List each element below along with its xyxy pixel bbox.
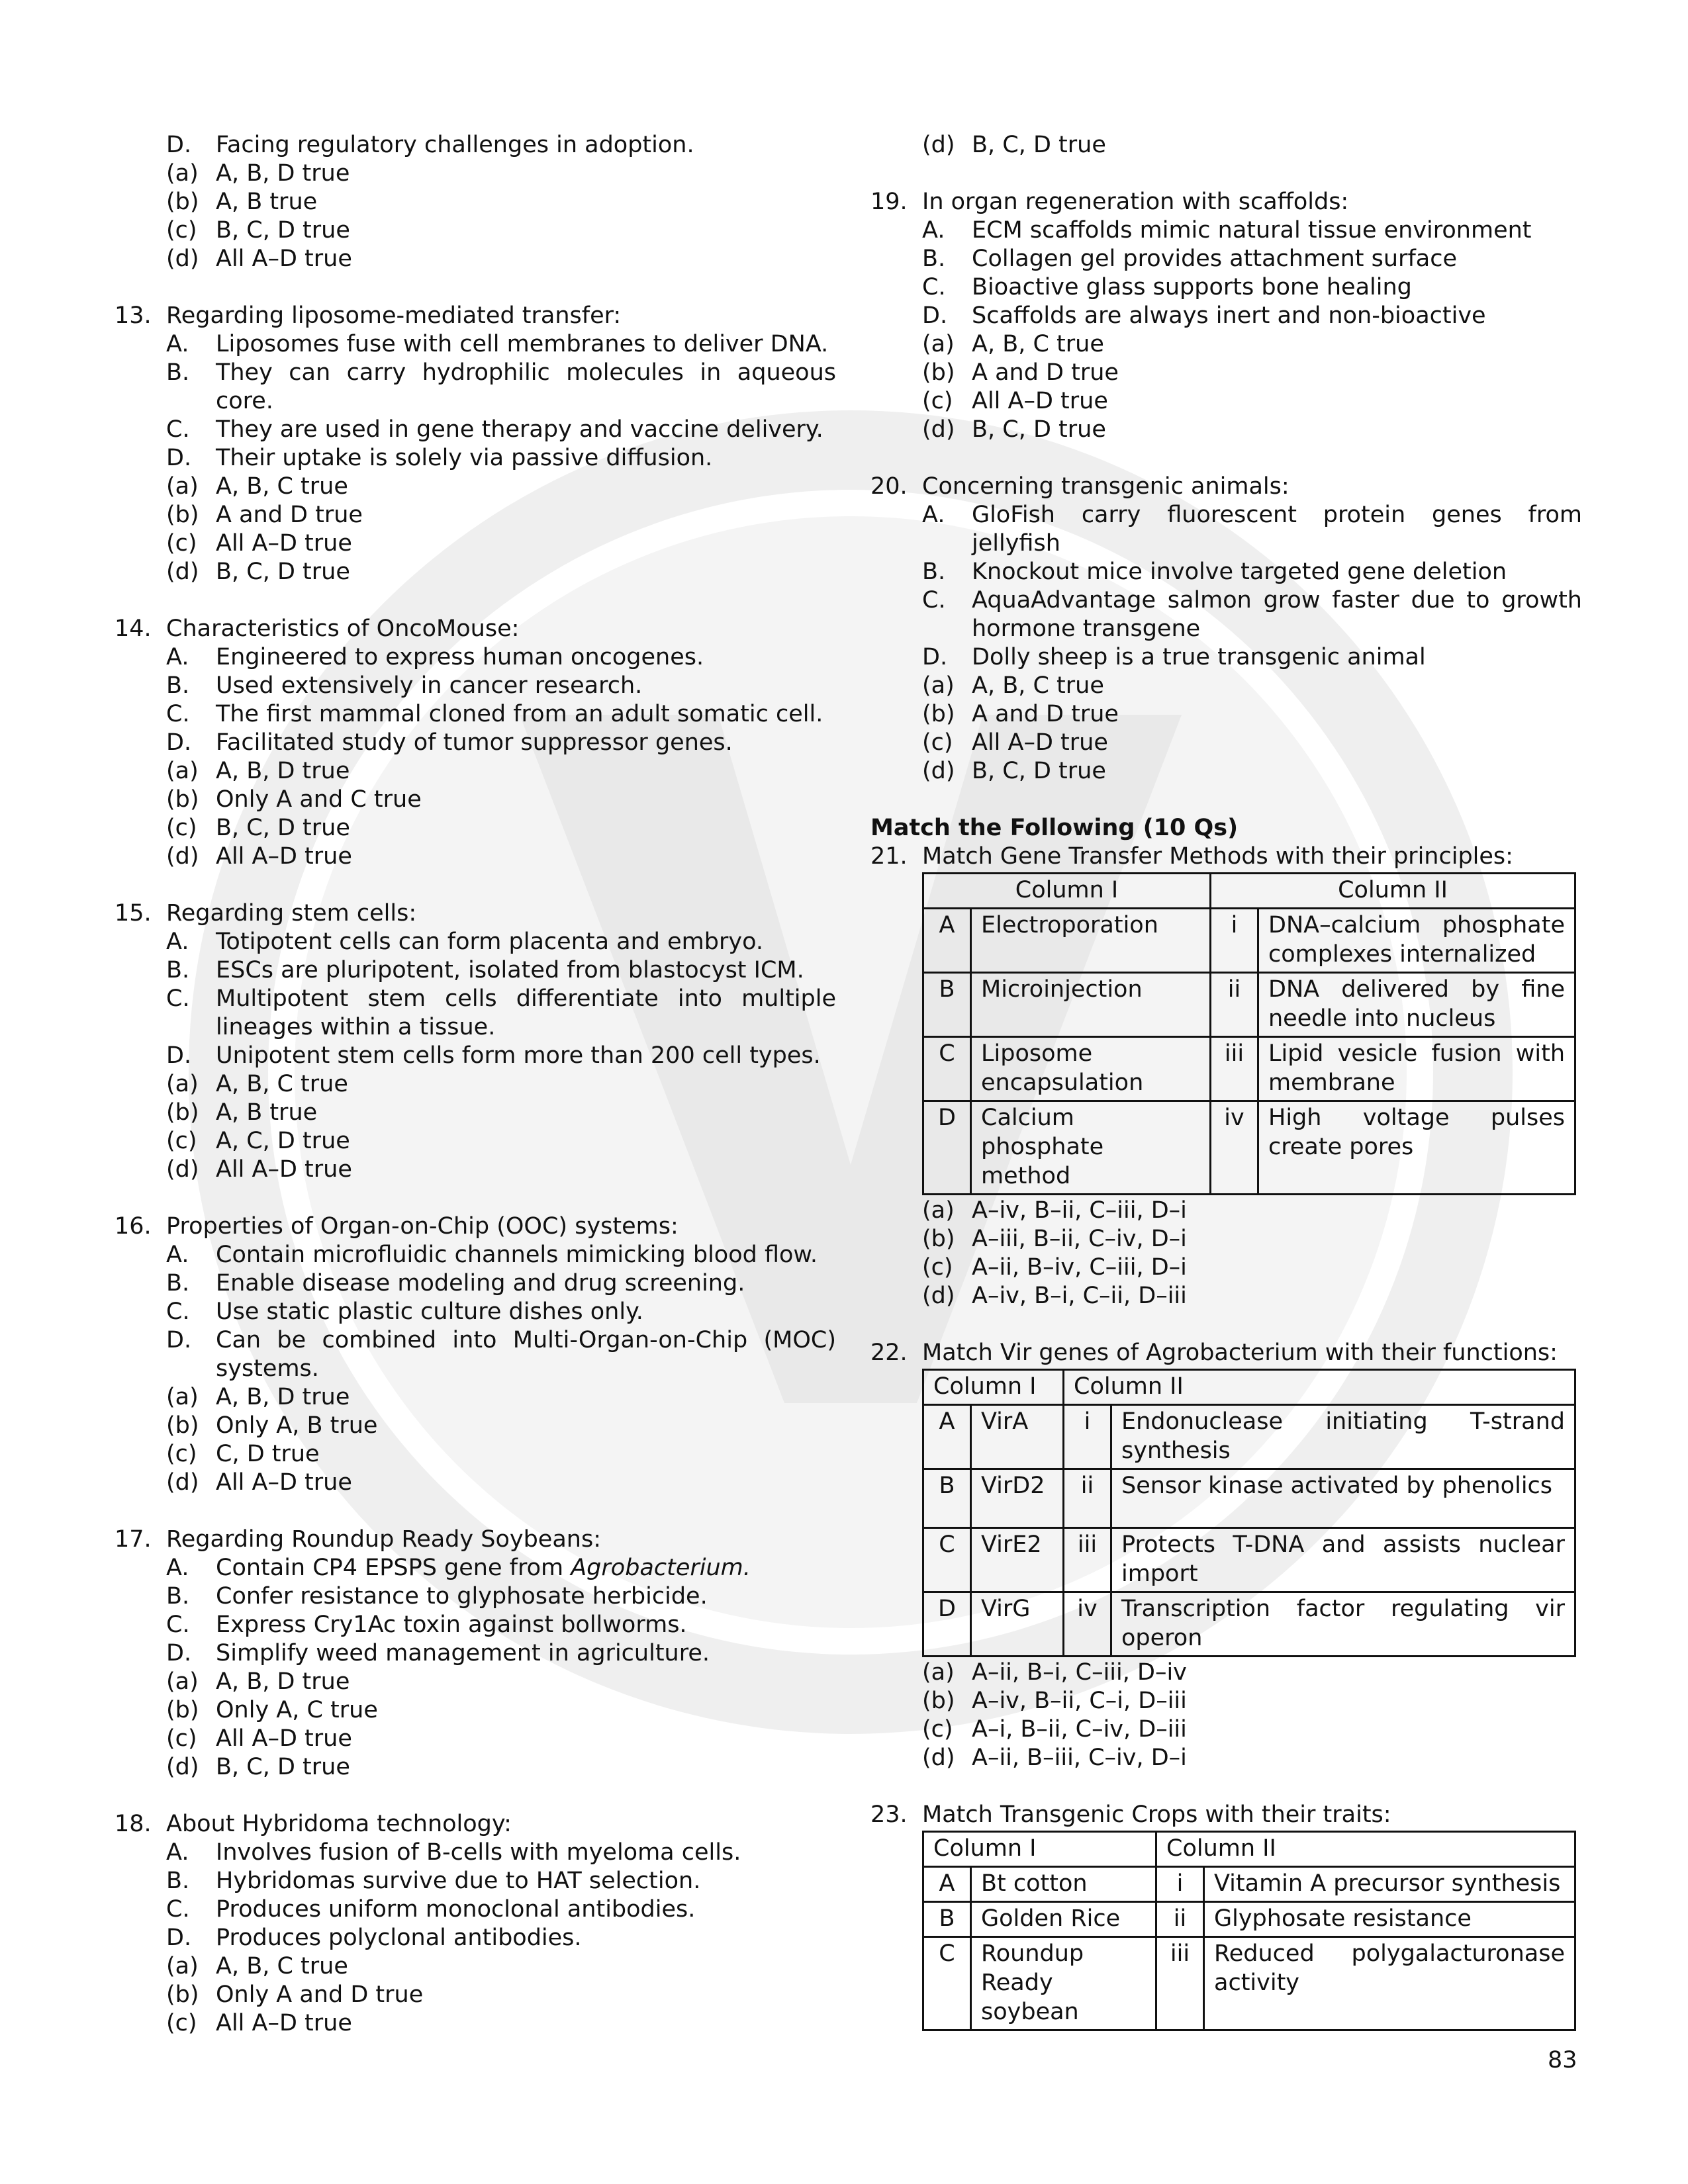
question-20: [870, 473, 1582, 786]
option: B. They can carry hydrophilic molecules in aqueous core.: [166, 359, 836, 414]
question-14: [115, 615, 836, 871]
column-header: Column II: [1156, 1832, 1575, 1867]
column-header: Column II: [1211, 874, 1575, 909]
option: B. Confer resistance to glyphosate herbicide.: [166, 1583, 708, 1610]
option: D. Dolly sheep is a true transgenic animal: [922, 644, 1426, 670]
table-header-row: [923, 1832, 1575, 1867]
table-row: D VirG iv Transcription factor regulating vir operon: [923, 1592, 1575, 1657]
answer-choice: (d) B, C, D true: [166, 1754, 350, 1780]
option: D. Scaffolds are always inert and non-bioactive: [922, 302, 1486, 329]
column-header: Column I: [923, 874, 1211, 909]
answer-choice: (b) Only A and C true: [166, 786, 422, 813]
question-stem: 22. Match Vir genes of Agrobacterium with their functions:: [870, 1340, 1558, 1366]
answer-choice: (a) A–iv, B–ii, C–iii, D–i: [922, 1197, 1187, 1224]
option: C. The first mammal cloned from an adult somatic cell.: [166, 701, 823, 727]
table-header-row: [923, 874, 1575, 909]
column-header: Column I: [923, 1370, 1064, 1405]
right-column: [870, 131, 1582, 2032]
answer-choice: (a) A, B, D true: [166, 758, 350, 784]
answer-choice: (a) A, B, C true: [166, 1953, 348, 1979]
answer-choice: (b) A and D true: [922, 359, 1119, 386]
answer-choice: (d) All A–D true: [166, 1469, 352, 1496]
answer-choice: (c) A, C, D true: [166, 1128, 350, 1154]
answer-choice: (d) B, C, D true: [166, 559, 350, 585]
answer-choice: (a) A, B, D true: [166, 1668, 350, 1695]
option: C. Express Cry1Ac toxin against bollworms.: [166, 1612, 687, 1638]
option: A. Involves fusion of B-cells with myeloma cells.: [166, 1839, 741, 1866]
option: D. Facilitated study of tumor suppressor genes.: [166, 729, 733, 756]
option: B. Hybridomas survive due to HAT selection.: [166, 1868, 701, 1894]
answer-choice: (c) A–i, B–ii, C–iv, D–iii: [922, 1716, 1187, 1743]
answer-choice: (b) A, B true: [166, 1099, 318, 1126]
question-15: [115, 899, 836, 1184]
question-stem: 16. Properties of Organ-on-Chip (OOC) systems:: [115, 1213, 679, 1240]
table-row: C VirE2 iii Protects T-DNA and assists nuclear import: [923, 1528, 1575, 1592]
table-row: D Calcium phosphate method iv High voltage pulses create pores: [923, 1101, 1575, 1195]
question-17: [115, 1525, 836, 1782]
answer-choice: (b) A–iv, B–ii, C–i, D–iii: [922, 1688, 1187, 1714]
question-stem: 14. Characteristics of OncoMouse:: [115, 615, 520, 642]
option: C. Multipotent stem cells differentiate into multiple lineages within a tissue.: [166, 985, 836, 1040]
table-row: A Electroporation i DNA–calcium phosphate complexes internalized: [923, 909, 1575, 973]
option: A. ECM scaffolds mimic natural tissue environment: [922, 217, 1532, 244]
option: D. Unipotent stem cells form more than 200 cell types.: [166, 1042, 821, 1069]
question-stem: 21. Match Gene Transfer Methods with their principles:: [870, 843, 1513, 870]
answer-choice: (c) B, C, D true: [166, 815, 350, 841]
question-stem: 23. Match Transgenic Crops with their traits:: [870, 1801, 1391, 1828]
answer-choice: (c) All A–D true: [166, 1725, 352, 1752]
answer-choice: (b) A, B true: [166, 189, 318, 215]
question-18-tail: [870, 131, 1582, 159]
answer-choice: (b) Only A, C true: [166, 1697, 378, 1723]
table-row: B Golden Rice ii Glyphosate resistance: [923, 1902, 1575, 1937]
answer-choice: (b) A and D true: [922, 701, 1119, 727]
option: A. Totipotent cells can form placenta and embryo.: [166, 929, 764, 955]
answer-choice: (a) A, B, D true: [166, 1384, 350, 1410]
option: D. Their uptake is solely via passive diffusion.: [166, 445, 713, 471]
match-table: [922, 1369, 1576, 1657]
option: B. Knockout mice involve targeted gene deletion: [922, 559, 1507, 585]
answer-choice: (d) A–iv, B–i, C–ii, D–iii: [922, 1283, 1187, 1309]
match-table: [922, 872, 1576, 1195]
answer-choice: (c) All A–D true: [166, 2010, 352, 2036]
option: B. Enable disease modeling and drug screening.: [166, 1270, 745, 1297]
question-13: [115, 302, 836, 586]
question-19: [870, 188, 1582, 444]
answer-choice: (b) A and D true: [166, 502, 363, 528]
answer-choice: (b) Only A, B true: [166, 1412, 378, 1439]
question-stem: 15. Regarding stem cells:: [115, 900, 417, 927]
match-table: [922, 1831, 1576, 2031]
option: D. Can be combined into Multi-Organ-on-Chip (MOC) systems.: [166, 1327, 836, 1382]
option: C. Bioactive glass supports bone healing: [922, 274, 1412, 300]
answer-choice: (a) A, B, C true: [166, 473, 348, 500]
question-12-tail: [115, 131, 836, 273]
column-header: Column I: [923, 1832, 1156, 1867]
answer-choice: (a) A, B, D true: [166, 160, 350, 187]
answer-choice: (a) A, B, C true: [922, 331, 1104, 357]
question-23: [870, 1801, 1582, 2031]
answer-choice: (d) All A–D true: [166, 1156, 352, 1183]
option: B. Used extensively in cancer research.: [166, 672, 643, 699]
option: D. Produces polyclonal antibodies.: [166, 1925, 582, 1951]
question-stem: 13. Regarding liposome-mediated transfer:: [115, 302, 622, 329]
column-header: Column II: [1064, 1370, 1575, 1405]
question-16: [115, 1212, 836, 1497]
answer-choice: (c) All A–D true: [922, 729, 1108, 756]
answer-choice: (b) Only A and D true: [166, 1981, 424, 2008]
option: D. Facing regulatory challenges in adoption.: [166, 132, 694, 158]
answer-choice: (a) A, B, C true: [922, 672, 1104, 699]
option: B. Collagen gel provides attachment surface: [922, 246, 1457, 272]
answer-choice: (d) B, C, D true: [922, 132, 1106, 158]
option: A. Engineered to express human oncogenes.: [166, 644, 704, 670]
option: C. They are used in gene therapy and vaccine delivery.: [166, 416, 823, 443]
option: A. Liposomes fuse with cell membranes to deliver DNA.: [166, 331, 829, 357]
question-21: [870, 842, 1582, 1310]
answer-choice: (d) B, C, D true: [922, 416, 1106, 443]
option: D. Simplify weed management in agriculture.: [166, 1640, 710, 1666]
table-header-row: [923, 1370, 1575, 1405]
option: A. Contain microfluidic channels mimicking blood flow.: [166, 1242, 818, 1268]
table-row: A VirA i Endonuclease initiating T-strand synthesis: [923, 1405, 1575, 1469]
answer-choice: (d) B, C, D true: [922, 758, 1106, 784]
answer-choice: (a) A, B, C true: [166, 1071, 348, 1097]
option: C. Produces uniform monoclonal antibodies.: [166, 1896, 696, 1923]
option: A. Contain CP4 EPSPS gene from Agrobacterium.: [166, 1555, 751, 1581]
question-stem: 20. Concerning transgenic animals:: [870, 473, 1289, 500]
option: C. AquaAdvantage salmon grow faster due to growth hormone transgene: [922, 587, 1582, 642]
option: A. GloFish carry fluorescent protein genes from jellyfish: [922, 502, 1582, 557]
question-22: [870, 1339, 1582, 1772]
table-row: B VirD2 ii Sensor kinase activated by phenolics: [923, 1469, 1575, 1528]
question-stem: 17. Regarding Roundup Ready Soybeans:: [115, 1526, 601, 1553]
question-stem: 19. In organ regeneration with scaffolds:: [870, 189, 1349, 215]
answer-choice: (c) All A–D true: [922, 388, 1108, 414]
table-row: C Liposome encapsulation iii Lipid vesicle fusion with membrane: [923, 1037, 1575, 1101]
page-number: 83: [1548, 2047, 1577, 2073]
table-row: A Bt cotton i Vitamin A precursor synthesis: [923, 1867, 1575, 1902]
option: B. ESCs are pluripotent, isolated from blastocyst ICM.: [166, 957, 804, 983]
answer-choice: (a) A–ii, B–i, C–iii, D–iv: [922, 1659, 1187, 1686]
option: C. Use static plastic culture dishes only.: [166, 1298, 643, 1325]
answer-choice: (d) A–ii, B–iii, C–iv, D–i: [922, 1745, 1187, 1771]
section-title: Match the Following (10 Qs): [870, 815, 1239, 841]
table-row: B Microinjection ii DNA delivered by fine needle into nucleus: [923, 973, 1575, 1037]
question-18: [115, 1810, 836, 2038]
answer-choice: (c) A–ii, B–iv, C–iii, D–i: [922, 1254, 1187, 1281]
answer-choice: (c) All A–D true: [166, 530, 352, 557]
answer-choice: (c) C, D true: [166, 1441, 320, 1467]
answer-choice: (d) All A–D true: [166, 843, 352, 870]
table-row: C Roundup Ready soybean iii Reduced polygalacturonase activity: [923, 1937, 1575, 2030]
question-stem: 18. About Hybridoma technology:: [115, 1811, 512, 1837]
answer-choice: (b) A–iii, B–ii, C–iv, D–i: [922, 1226, 1187, 1252]
answer-choice: (d) All A–D true: [166, 246, 352, 272]
answer-choice: (c) B, C, D true: [166, 217, 350, 244]
left-column: [115, 131, 836, 2038]
